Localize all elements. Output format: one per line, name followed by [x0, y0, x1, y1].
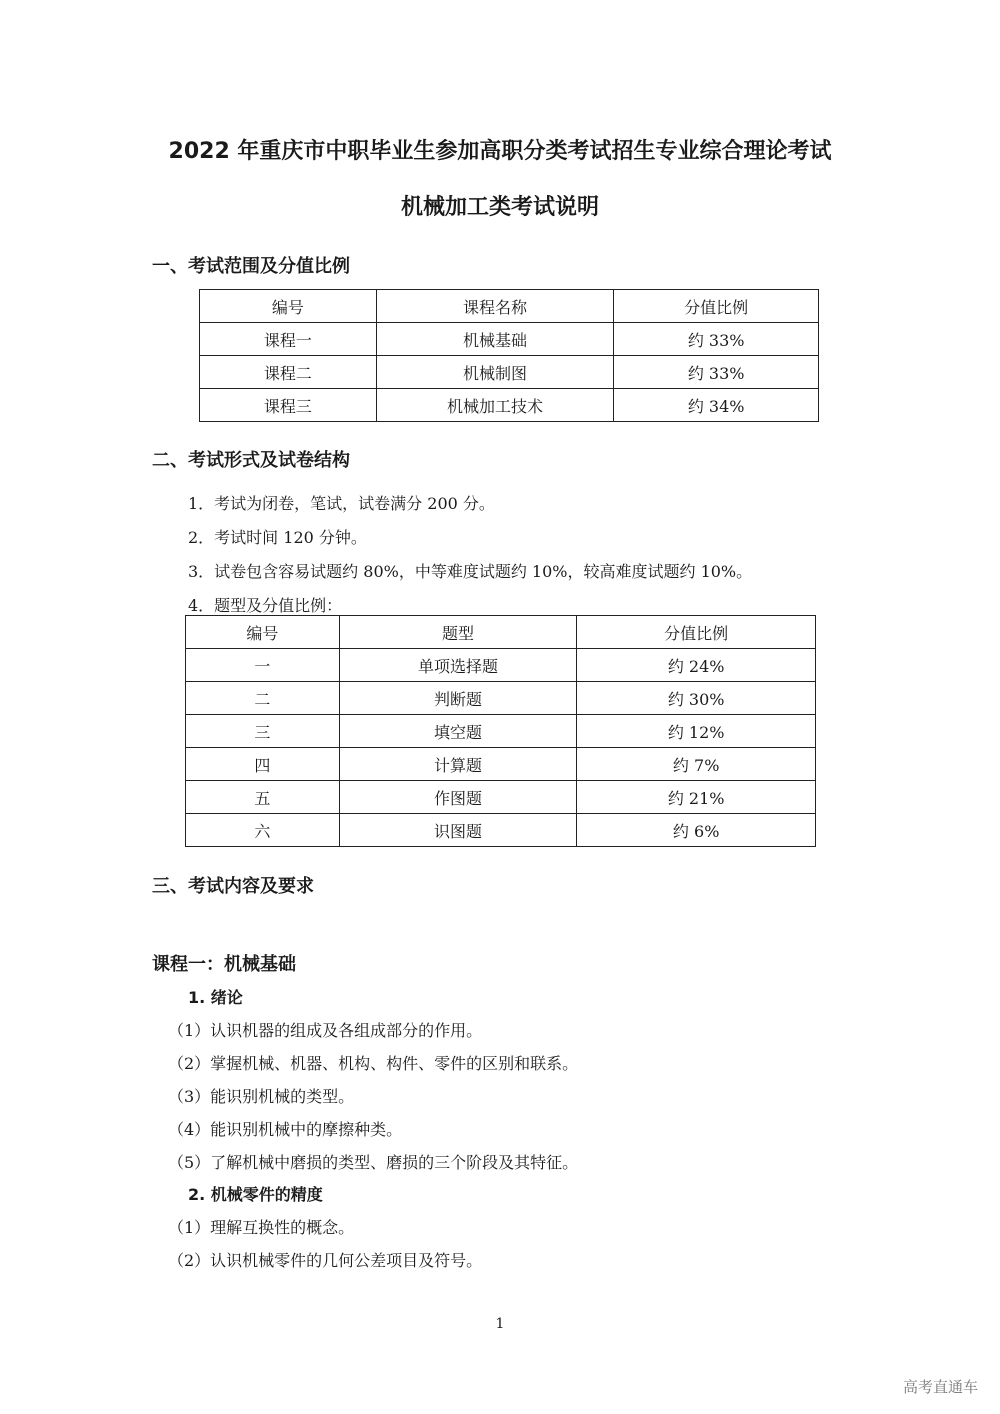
section-3-heading: 三、考试内容及要求	[152, 876, 314, 897]
table-row	[186, 649, 816, 682]
table-cell: 机械制图	[376, 356, 614, 389]
topic-1-item: （2）掌握机械、机器、机构、构件、零件的区别和联系。	[168, 1054, 579, 1073]
topic-1-item: （5）了解机械中磨损的类型、磨损的三个阶段及其特征。	[168, 1153, 579, 1172]
table-cell: 判断题	[339, 682, 577, 715]
table-cell: 二	[186, 682, 340, 715]
table-header-cell: 课程名称	[376, 290, 614, 323]
table-header-cell: 编号	[200, 290, 377, 323]
topic-2-item: （2）认识机械零件的几何公差项目及符号。	[168, 1251, 483, 1270]
table-cell: 约 34%	[614, 389, 819, 422]
section-1-heading: 一、考试范围及分值比例	[152, 256, 350, 277]
table-cell: 一	[186, 649, 340, 682]
exam-form-item: 4．题型及分值比例：	[188, 596, 343, 615]
table-header-cell: 题型	[339, 616, 577, 649]
table-row	[186, 682, 816, 715]
table-row	[186, 715, 816, 748]
table-cell: 课程三	[200, 389, 377, 422]
table-cell: 约 7%	[577, 748, 816, 781]
topic-2-title: 2. 机械零件的精度	[188, 1185, 323, 1204]
page-number: 1	[495, 1316, 505, 1332]
topic-1-title: 1. 绪论	[188, 988, 243, 1007]
document-title: 2022 年重庆市中职毕业生参加高职分类考试招生专业综合理论考试	[168, 139, 832, 164]
table-cell: 作图题	[339, 781, 577, 814]
table-cell: 约 6%	[577, 814, 816, 847]
table-cell: 三	[186, 715, 340, 748]
table-row	[200, 323, 819, 356]
table-cell: 课程一	[200, 323, 377, 356]
table-cell: 约 33%	[614, 356, 819, 389]
table-row	[186, 748, 816, 781]
exam-form-item: 3．试卷包含容易试题约 80%，中等难度试题约 10%，较高难度试题约 10%。	[188, 562, 753, 581]
topic-2-item: （1）理解互换性的概念。	[168, 1218, 355, 1237]
section-2-heading: 二、考试形式及试卷结构	[152, 450, 350, 471]
table-row	[186, 814, 816, 847]
table-cell: 识图题	[339, 814, 577, 847]
question-type-table	[185, 615, 816, 847]
table-header-row	[200, 290, 819, 323]
table-header-cell: 分值比例	[577, 616, 816, 649]
table-cell: 约 24%	[577, 649, 816, 682]
table-cell: 约 30%	[577, 682, 816, 715]
topic-1-item: （3）能识别机械的类型。	[168, 1087, 355, 1106]
table-cell: 单项选择题	[339, 649, 577, 682]
document-subtitle: 机械加工类考试说明	[400, 195, 599, 220]
table-row	[200, 389, 819, 422]
exam-form-item: 1．考试为闭卷，笔试，试卷满分 200 分。	[188, 494, 495, 513]
table-cell: 六	[186, 814, 340, 847]
exam-form-item: 2．考试时间 120 分钟。	[188, 528, 367, 547]
watermark: 高考直通车	[902, 1378, 978, 1396]
topic-1-item: （1）认识机器的组成及各组成部分的作用。	[168, 1021, 483, 1040]
topic-1-item: （4）能识别机械中的摩擦种类。	[168, 1120, 403, 1139]
course-ratio-table	[199, 289, 819, 422]
table-cell: 约 12%	[577, 715, 816, 748]
table-header-cell: 编号	[186, 616, 340, 649]
course-1-heading: 课程一：机械基础	[152, 954, 296, 975]
table-cell: 约 33%	[614, 323, 819, 356]
table-cell: 约 21%	[577, 781, 816, 814]
table-cell: 机械基础	[376, 323, 614, 356]
table-header-cell: 分值比例	[614, 290, 819, 323]
table-cell: 课程二	[200, 356, 377, 389]
table-cell: 填空题	[339, 715, 577, 748]
table-header-row	[186, 616, 816, 649]
table-row	[200, 356, 819, 389]
table-cell: 机械加工技术	[376, 389, 614, 422]
table-cell: 五	[186, 781, 340, 814]
table-row	[186, 781, 816, 814]
table-cell: 计算题	[339, 748, 577, 781]
table-cell: 四	[186, 748, 340, 781]
